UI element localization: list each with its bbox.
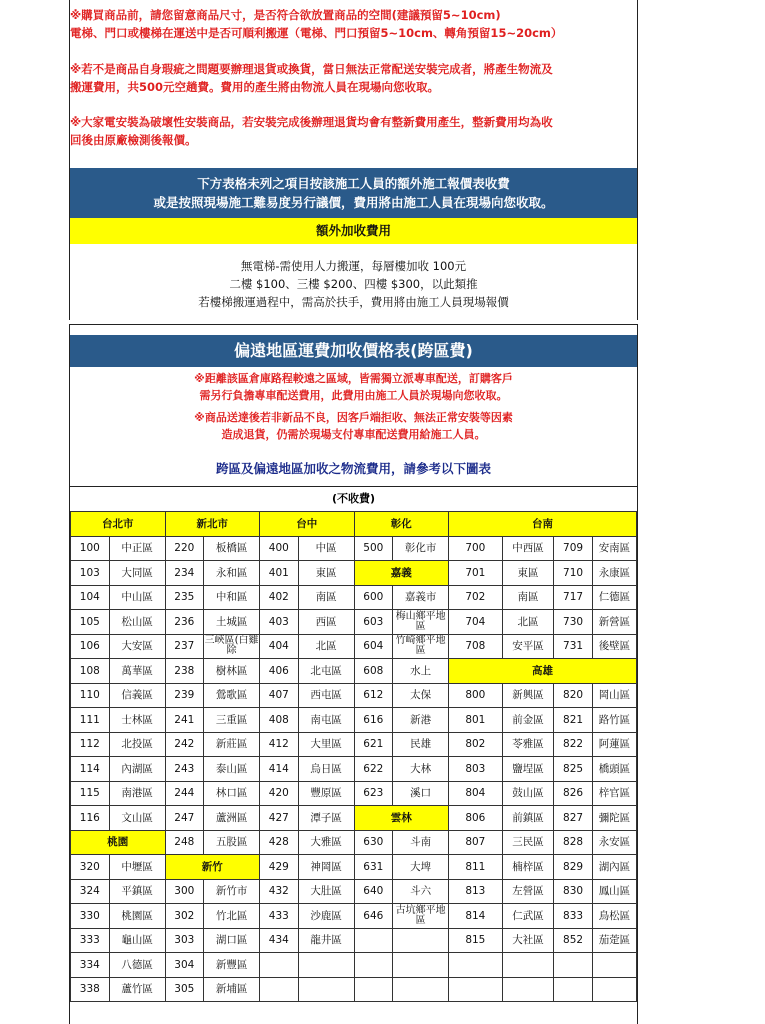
- district-cell: 湖內區: [592, 855, 636, 880]
- table-row: [71, 683, 637, 708]
- district-cell: 前金區: [502, 708, 554, 733]
- postal-code-cell: 820: [554, 683, 593, 708]
- purchase-notice: [70, 6, 637, 42]
- district-cell: 三重區: [204, 708, 260, 733]
- free-label: (不收費): [70, 486, 637, 511]
- table-row: [71, 855, 637, 880]
- district-cell: 新竹市: [204, 879, 260, 904]
- district-cell: 溪口: [393, 781, 449, 806]
- district-cell: 士林區: [109, 708, 165, 733]
- district-cell: 大埤: [393, 855, 449, 880]
- postal-code-cell: 235: [165, 585, 204, 610]
- region-header: 台中: [260, 512, 355, 537]
- postal-code-cell: 108: [71, 659, 110, 684]
- postal-code-cell: 806: [449, 806, 503, 831]
- district-cell: 水上: [393, 659, 449, 684]
- district-cell: 西區: [298, 610, 354, 635]
- postal-code-cell: 821: [554, 708, 593, 733]
- notice-line: ※若不是商品自身瑕疵之問題要辦理退貨或換貨，當日無法正常配送安裝完成者，將產生物流及: [70, 62, 553, 76]
- table-row: [71, 585, 637, 610]
- postal-code-cell: 400: [260, 536, 299, 561]
- district-cell: [298, 953, 354, 978]
- district-cell: 仁武區: [502, 904, 554, 929]
- district-cell: 文山區: [109, 806, 165, 831]
- notice-line: 電梯、門口或樓梯在運送中是否可順利搬運（電梯、門口預留5~10cm、轉角預留15~20cm）: [70, 26, 563, 40]
- postal-code-cell: 815: [449, 928, 503, 953]
- district-cell: [502, 977, 554, 1002]
- postal-code-cell: [554, 977, 593, 1002]
- postal-code-cell: 104: [71, 585, 110, 610]
- postal-code-cell: 646: [354, 904, 393, 929]
- postal-code-cell: 731: [554, 634, 593, 659]
- detail-line: 無電梯-需使用人力搬運，每層樓加收 100元: [240, 259, 467, 273]
- table-row: [71, 659, 637, 684]
- remote-note: 需另行負擔專車配送費用，此費用由施工人員於現場向您收取。: [199, 389, 508, 402]
- postal-code-cell: 828: [554, 830, 593, 855]
- district-cell: 竹崎鄉平地區: [393, 634, 449, 659]
- postal-code-cell: 704: [449, 610, 503, 635]
- postal-code-cell: 111: [71, 708, 110, 733]
- district-cell: 南屯區: [298, 708, 354, 733]
- district-cell: 大雅區: [298, 830, 354, 855]
- return-notice: [70, 60, 637, 96]
- postal-code-cell: 429: [260, 855, 299, 880]
- district-cell: 斗六: [393, 879, 449, 904]
- postal-code-cell: 406: [260, 659, 299, 684]
- postal-code-cell: 701: [449, 561, 503, 586]
- postal-code-cell: [354, 977, 393, 1002]
- postal-code-cell: 105: [71, 610, 110, 635]
- notice-line: ※大家電安裝為破壞性安裝商品，若安裝完成後辦理退貨均會有整新費用產生，整新費用均為收: [70, 115, 553, 129]
- district-cell: 潭子區: [298, 806, 354, 831]
- remote-area-panel: [69, 324, 638, 1024]
- district-cell: 新埔區: [204, 977, 260, 1002]
- district-cell: 路竹區: [592, 708, 636, 733]
- district-cell: 樹林區: [204, 659, 260, 684]
- postal-code-cell: 106: [71, 634, 110, 659]
- district-cell: 岡山區: [592, 683, 636, 708]
- postal-code-cell: 238: [165, 659, 204, 684]
- district-cell: 後壁區: [592, 634, 636, 659]
- district-cell: 蘆洲區: [204, 806, 260, 831]
- postal-code-cell: 320: [71, 855, 110, 880]
- postal-code-cell: 500: [354, 536, 393, 561]
- district-cell: 大安區: [109, 634, 165, 659]
- postal-code-cell: 811: [449, 855, 503, 880]
- postal-code-cell: 427: [260, 806, 299, 831]
- postal-code-cell: 334: [71, 953, 110, 978]
- district-cell: 龜山區: [109, 928, 165, 953]
- postal-code-cell: 110: [71, 683, 110, 708]
- postal-code-cell: [354, 928, 393, 953]
- postal-code-cell: 324: [71, 879, 110, 904]
- region-header: 彰化: [354, 512, 449, 537]
- postal-code-cell: 407: [260, 683, 299, 708]
- table-row: [71, 610, 637, 635]
- district-cell: 內湖區: [109, 757, 165, 782]
- postal-code-cell: [449, 953, 503, 978]
- postal-code-cell: 623: [354, 781, 393, 806]
- extra-fee-details: [70, 257, 637, 311]
- postal-code-cell: 303: [165, 928, 204, 953]
- detail-line: 若樓梯搬運過程中，需高於扶手，費用將由施工人員現場報價: [198, 295, 509, 309]
- postal-code-cell: 239: [165, 683, 204, 708]
- extra-fee-title: 額外加收費用: [70, 218, 637, 244]
- district-cell: 中西區: [502, 536, 554, 561]
- district-cell: [393, 977, 449, 1002]
- district-cell: [393, 928, 449, 953]
- district-cell: 三民區: [502, 830, 554, 855]
- district-cell: 嘉義市: [393, 585, 449, 610]
- district-cell: 東區: [298, 561, 354, 586]
- postal-code-cell: 631: [354, 855, 393, 880]
- district-cell: 鳳山區: [592, 879, 636, 904]
- district-cell: 大林: [393, 757, 449, 782]
- district-cell: 中和區: [204, 585, 260, 610]
- notice-panel: [69, 0, 638, 320]
- region-header: 高雄: [449, 659, 637, 684]
- postal-code-cell: 242: [165, 732, 204, 757]
- postal-code-cell: [354, 953, 393, 978]
- postal-code-cell: 813: [449, 879, 503, 904]
- postal-code-cell: 244: [165, 781, 204, 806]
- postal-code-cell: 852: [554, 928, 593, 953]
- postal-code-cell: 234: [165, 561, 204, 586]
- postal-code-cell: 300: [165, 879, 204, 904]
- postal-code-cell: 801: [449, 708, 503, 733]
- table-row: [71, 732, 637, 757]
- postal-code-cell: 236: [165, 610, 204, 635]
- district-cell: 烏日區: [298, 757, 354, 782]
- postal-code-cell: 804: [449, 781, 503, 806]
- region-header: 台北市: [71, 512, 166, 537]
- district-cell: 豐原區: [298, 781, 354, 806]
- district-cell: 中壢區: [109, 855, 165, 880]
- district-cell: 土城區: [204, 610, 260, 635]
- district-cell: 大里區: [298, 732, 354, 757]
- postal-code-cell: 730: [554, 610, 593, 635]
- district-cell: 萬華區: [109, 659, 165, 684]
- remote-notes: [70, 370, 637, 443]
- postal-code-cell: 338: [71, 977, 110, 1002]
- table-row: [71, 561, 637, 586]
- district-cell: 彌陀區: [592, 806, 636, 831]
- region-header: 新竹: [165, 855, 260, 880]
- district-cell: 南區: [502, 585, 554, 610]
- district-cell: 林口區: [204, 781, 260, 806]
- postal-code-cell: 237: [165, 634, 204, 659]
- postal-code-cell: 702: [449, 585, 503, 610]
- district-cell: 八德區: [109, 953, 165, 978]
- district-cell: 太保: [393, 683, 449, 708]
- postal-code-cell: 710: [554, 561, 593, 586]
- district-cell: 中正區: [109, 536, 165, 561]
- table-row: [71, 928, 637, 953]
- postal-code-cell: 700: [449, 536, 503, 561]
- postal-code-cell: 814: [449, 904, 503, 929]
- district-cell: 南區: [298, 585, 354, 610]
- region-header: 桃園: [71, 830, 166, 855]
- postal-code-cell: 608: [354, 659, 393, 684]
- appliance-notice: [70, 113, 637, 149]
- postal-code-cell: 717: [554, 585, 593, 610]
- postal-code-cell: 825: [554, 757, 593, 782]
- table-row: [71, 757, 637, 782]
- remote-area-title: 偏遠地區運費加收價格表(跨區費): [70, 335, 637, 367]
- postal-code-cell: 833: [554, 904, 593, 929]
- postal-code-cell: [260, 953, 299, 978]
- table-row: [71, 634, 637, 659]
- postal-code-cell: 600: [354, 585, 393, 610]
- postal-code-cell: 802: [449, 732, 503, 757]
- district-cell: 新營區: [592, 610, 636, 635]
- postal-code-cell: 248: [165, 830, 204, 855]
- notice-line: 搬運費用，共500元空趟費。費用的產生將由物流人員在現場向您收取。: [70, 80, 440, 94]
- postal-code-cell: 826: [554, 781, 593, 806]
- district-cell: 前鎮區: [502, 806, 554, 831]
- table-row: [71, 806, 637, 831]
- district-cell: 永和區: [204, 561, 260, 586]
- postal-code-cell: 432: [260, 879, 299, 904]
- district-cell: 鶯歌區: [204, 683, 260, 708]
- district-cell: 楠梓區: [502, 855, 554, 880]
- postal-code-cell: 433: [260, 904, 299, 929]
- district-cell: 桃園區: [109, 904, 165, 929]
- table-row: [71, 781, 637, 806]
- postal-code-cell: 241: [165, 708, 204, 733]
- district-cell: 板橋區: [204, 536, 260, 561]
- postal-code-cell: 420: [260, 781, 299, 806]
- remote-subtitle: 跨區及偏遠地區加收之物流費用，請參考以下圖表: [215, 461, 491, 476]
- district-cell: 南港區: [109, 781, 165, 806]
- postal-code-cell: [449, 977, 503, 1002]
- district-cell: 五股區: [204, 830, 260, 855]
- district-cell: 平鎮區: [109, 879, 165, 904]
- district-cell: 松山區: [109, 610, 165, 635]
- postal-code-cell: 115: [71, 781, 110, 806]
- table-row: [71, 953, 637, 978]
- postal-code-cell: 302: [165, 904, 204, 929]
- district-cell: [502, 953, 554, 978]
- district-cell: 苓雅區: [502, 732, 554, 757]
- district-cell: 古坑鄉平地區: [393, 904, 449, 929]
- district-cell: 中山區: [109, 585, 165, 610]
- banner-line: 或是按照現場施工難易度另行議價，費用將由施工人員在現場向您收取。: [153, 195, 554, 210]
- table-row: [71, 879, 637, 904]
- district-cell: 大社區: [502, 928, 554, 953]
- district-cell: 新莊區: [204, 732, 260, 757]
- postal-code-cell: 403: [260, 610, 299, 635]
- postal-code-cell: 603: [354, 610, 393, 635]
- district-cell: 三峽區(白雞除: [204, 634, 260, 659]
- district-cell: 永安區: [592, 830, 636, 855]
- district-cell: 西屯區: [298, 683, 354, 708]
- district-cell: 神岡區: [298, 855, 354, 880]
- district-cell: 鳥松區: [592, 904, 636, 929]
- postal-code-cell: 333: [71, 928, 110, 953]
- postal-code-cell: 412: [260, 732, 299, 757]
- district-cell: 斗南: [393, 830, 449, 855]
- postal-code-cell: 827: [554, 806, 593, 831]
- table-row: [71, 536, 637, 561]
- district-cell: 北投區: [109, 732, 165, 757]
- region-header: 新北市: [165, 512, 260, 537]
- postal-code-cell: 803: [449, 757, 503, 782]
- postal-code-cell: 428: [260, 830, 299, 855]
- postal-code-cell: 305: [165, 977, 204, 1002]
- postal-code-cell: 100: [71, 536, 110, 561]
- district-cell: 仁德區: [592, 585, 636, 610]
- remote-note: ※距離該區倉庫路程較遠之區域，皆需獨立派專車配送，訂購客戶: [194, 372, 513, 385]
- district-cell: 安平區: [502, 634, 554, 659]
- postal-code-cell: 621: [354, 732, 393, 757]
- table-row: [71, 904, 637, 929]
- district-cell: 鼓山區: [502, 781, 554, 806]
- district-cell: 安南區: [592, 536, 636, 561]
- district-cell: 彰化市: [393, 536, 449, 561]
- district-cell: 民雄: [393, 732, 449, 757]
- district-cell: 龍井區: [298, 928, 354, 953]
- detail-line: 二樓 $100、三樓 $200、四樓 $300，以此類推: [229, 277, 478, 291]
- district-cell: 大肚區: [298, 879, 354, 904]
- postal-code-cell: 709: [554, 536, 593, 561]
- district-cell: 湖口區: [204, 928, 260, 953]
- postal-code-cell: 116: [71, 806, 110, 831]
- district-cell: 左營區: [502, 879, 554, 904]
- district-cell: 橋頭區: [592, 757, 636, 782]
- banner-line: 下方表格未列之項目按該施工人員的額外施工報價表收費: [197, 176, 510, 191]
- postal-code-cell: 604: [354, 634, 393, 659]
- region-header: 雲林: [354, 806, 449, 831]
- district-cell: 大同區: [109, 561, 165, 586]
- district-cell: 北區: [298, 634, 354, 659]
- district-cell: 中區: [298, 536, 354, 561]
- district-cell: [393, 953, 449, 978]
- district-cell: 新興區: [502, 683, 554, 708]
- postal-code-cell: 630: [354, 830, 393, 855]
- header-row: [71, 512, 637, 537]
- district-cell: 新港: [393, 708, 449, 733]
- district-cell: 沙鹿區: [298, 904, 354, 929]
- notice-line: ※購買商品前，請您留意商品尺寸，是否符合欲放置商品的空間(建議預留5~10cm): [70, 8, 501, 22]
- table-body: [71, 512, 637, 1002]
- postal-code-cell: 830: [554, 879, 593, 904]
- area-fee-table: [70, 511, 637, 1002]
- table-row: [71, 830, 637, 855]
- district-cell: 信義區: [109, 683, 165, 708]
- postal-code-cell: 807: [449, 830, 503, 855]
- district-cell: 蘆竹區: [109, 977, 165, 1002]
- remote-note: ※商品送達後若非新品不良，因客戶端拒收、無法正常安裝等因素: [194, 411, 513, 424]
- notice-line: 回後由原廠檢測後報價。: [70, 133, 197, 147]
- postal-code-cell: 408: [260, 708, 299, 733]
- postal-code-cell: 822: [554, 732, 593, 757]
- district-cell: 梅山鄉平地區: [393, 610, 449, 635]
- postal-code-cell: 612: [354, 683, 393, 708]
- postal-code-cell: 414: [260, 757, 299, 782]
- district-cell: 竹北區: [204, 904, 260, 929]
- district-cell: 東區: [502, 561, 554, 586]
- district-cell: 泰山區: [204, 757, 260, 782]
- postal-code-cell: 402: [260, 585, 299, 610]
- district-cell: 新豐區: [204, 953, 260, 978]
- postal-code-cell: 708: [449, 634, 503, 659]
- postal-code-cell: 103: [71, 561, 110, 586]
- postal-code-cell: 434: [260, 928, 299, 953]
- district-cell: 梓官區: [592, 781, 636, 806]
- postal-code-cell: 247: [165, 806, 204, 831]
- postal-code-cell: 114: [71, 757, 110, 782]
- district-cell: [298, 977, 354, 1002]
- postal-code-cell: 243: [165, 757, 204, 782]
- table-row: [71, 977, 637, 1002]
- postal-code-cell: 829: [554, 855, 593, 880]
- postal-code-cell: 640: [354, 879, 393, 904]
- postal-code-cell: 220: [165, 536, 204, 561]
- postal-code-cell: 330: [71, 904, 110, 929]
- postal-code-cell: 404: [260, 634, 299, 659]
- postal-code-cell: 401: [260, 561, 299, 586]
- postal-code-cell: 304: [165, 953, 204, 978]
- region-header: 嘉義: [354, 561, 449, 586]
- postal-code-cell: 800: [449, 683, 503, 708]
- district-cell: [592, 953, 636, 978]
- district-cell: 北屯區: [298, 659, 354, 684]
- table-row: [71, 708, 637, 733]
- district-cell: 鹽埕區: [502, 757, 554, 782]
- district-cell: 永康區: [592, 561, 636, 586]
- district-cell: 北區: [502, 610, 554, 635]
- district-cell: 阿蓮區: [592, 732, 636, 757]
- postal-code-cell: [260, 977, 299, 1002]
- postal-code-cell: 622: [354, 757, 393, 782]
- postal-code-cell: [554, 953, 593, 978]
- remote-note: 造成退貨，仍需於現場支付專車配送費用給施工人員。: [221, 428, 486, 441]
- postal-code-cell: 616: [354, 708, 393, 733]
- district-cell: [592, 977, 636, 1002]
- district-cell: 茄萣區: [592, 928, 636, 953]
- extra-fee-banner: [70, 168, 637, 218]
- region-header: 台南: [449, 512, 637, 537]
- postal-code-cell: 112: [71, 732, 110, 757]
